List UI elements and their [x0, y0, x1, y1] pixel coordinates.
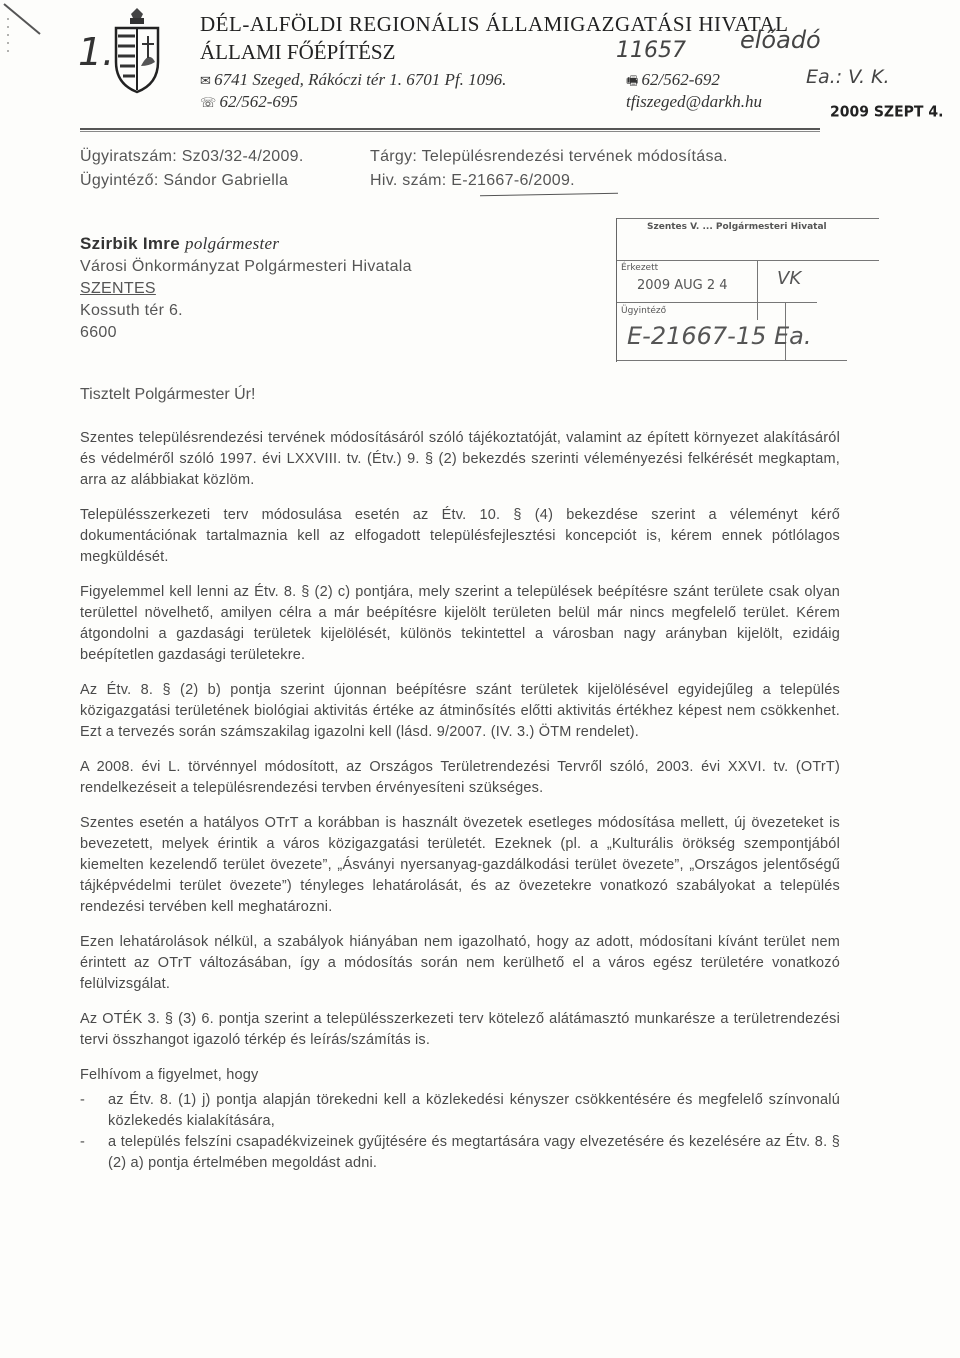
department-name: ÁLLAMI FŐÉPÍTÉSZ [200, 40, 396, 64]
fax-line: 🖷 62/562-692 [626, 70, 720, 89]
phone-line: ☏ 62/562-695 [200, 92, 298, 111]
org-name: DÉL-ALFÖLDI REGIONÁLIS ÁLLAMIGAZGATÁSI HIVATAL [200, 12, 789, 36]
paragraph-7: Ezen lehatárolások nélkül, a szabályok hiányában nem igazolható, hogy az adott, módosítani kívánt terület nem érintett az OTrT változásában, így a módosítás során nem kerülhető el a város egész területére vonatkozó felülvizsgálat. [80, 934, 840, 992]
received-stamp [616, 218, 879, 362]
handwritten-note: előadó [740, 26, 821, 54]
addressee-office: Városi Önkormányzat Polgármesteri Hivatala [80, 258, 412, 275]
reference-number: Hiv. szám: E-21667-6/2009. [370, 172, 575, 189]
subject-line: Tárgy: Településrendezési tervének módosítása. [370, 148, 728, 165]
stamp-handwritten-number: E-21667-15 Ea. [627, 322, 812, 350]
letter-body [80, 428, 840, 1174]
greeting: Tisztelt Polgármester Úr! [80, 386, 256, 403]
addressee-street: Kossuth tér 6. [80, 302, 183, 319]
stamp-date: 2009 AUG 2 4 [637, 278, 728, 293]
paragraph-6: Szentes esetén a hatályos OTrT a korábban is használt övezetek esetleges módosítása mellett, új övezeteket is bevezetett, melyek érintik a város közigazgatási területét. Ezeknek (pl. a „Kulturális örökség szempontjából kiemelten kezelendő terület övezete”, „Ásványi nyersanyag-gazdálkodási terület övezete”, „Országos jelentőségű tájképvédelmi terület övezete”) tényleges lehatárolását, és az övezetekre vonatkozó szabályokat a település rendezési tervében kell meghatározni. [80, 815, 840, 915]
paragraph-8: Az OTÉK 3. § (3) 6. pontja szerint a településszerkezeti terv kötelező alátámasztó munkarésze a területrendezési tervi összhangot igazoló térkép és leírás/számítás is. [80, 1011, 840, 1048]
email-line: tfiszeged@darkh.hu [626, 92, 763, 111]
paragraph-9: Felhívom a figyelmet, hogy [80, 1067, 259, 1083]
phone-icon: ☏ [200, 95, 220, 110]
paragraph-4: Az Étv. 8. § (2) b) pontja szerint újonnan beépítésre szánt területek kijelölésével egyidejűleg a település közigazgatási területének biológiai aktivitás értéke az átminősítés előtti aktivitás értékhez képest nem csökkenhet. Ezt a tervezés során számszakilag igazolni kell (lásd. 9/2007. (IV. 3.) ÖTM rendelet). [80, 682, 840, 740]
paragraph-3: Figyelemmel kell lenni az Étv. 8. § (2) c) pontjára, mely szerint a települések beépítésre szánt területe csak olyan területtel növelhető, amilyen célra a már beépítésre kijelölt területen belül már nincs megfelelő terület. Kérem átgondolni a gazdasági területek kijelölését, különös tekintettel a városban nagy arányban kijelölt, ezidáig beépítetlen gazdasági területekre. [80, 584, 840, 663]
stamp-label-received: Érkezett [621, 263, 659, 273]
case-number: Ügyiratszám: Sz03/32-4/2009. [80, 148, 304, 165]
paragraph-2: Településszerkezeti terv módosulása esetén az Étv. 10. § (4) bekezdése szerint a véleményt kérő dokumentációnak tartalmaznia kell az elfogadott településfejlesztési koncepciót is, kérem ennek pótlólagos megküldését. [80, 507, 840, 565]
addressee-name: Szirbik Imre polgármester [80, 234, 280, 253]
paragraph-1: Szentes településrendezési tervének módosításáról szóló tájékoztatóját, valamint az épített környezet alakításáról és védelméről szóló 1997. évi LXXVIII. tv. (Étv.) 9. § (2) bekezdés szerinti véleményezési felkérését megkaptam, arra az alábbiakat közlöm. [80, 430, 840, 488]
coat-of-arms-icon [108, 6, 166, 98]
margin-check-mark-icon [0, 0, 70, 90]
list-item: - a település felszíni csapadékvizeinek gyűjtésére és megtartására vagy elvezetésére és kezelésére az Étv. 8. § (2) a) pontja értelmében megoldást adni. [80, 1134, 840, 1171]
addressee-zip: 6600 [80, 324, 117, 341]
header-divider [80, 128, 820, 130]
addressee-city: SZENTES [80, 280, 156, 297]
stamp-header: Szentes V. ... Polgármesteri Hivatal [647, 222, 827, 232]
stamp-label-handler: Ügyintéző [621, 306, 667, 316]
case-handler: Ügyintéző: Sándor Gabriella [80, 172, 289, 189]
reference-underline [480, 193, 618, 196]
handwritten-initials: Ea.: V. K. [806, 66, 890, 88]
handwritten-ref: 11657 [616, 38, 686, 63]
date-stamp: 2009 SZEPT 4. [830, 103, 944, 121]
list-item: - az Étv. 8. (1) j) pontja alapján törekedni kell a közlekedési kényszer csökkentésére és megfelelő színvonalú közlekedés kialakítására, [80, 1092, 840, 1129]
header-divider-thin [80, 131, 820, 132]
fax-icon: 🖷 [626, 73, 642, 88]
address-line: ✉ 6741 Szeged, Rákóczi tér 1. 6701 Pf. 1096. [200, 70, 507, 89]
margin-number: 1. [78, 30, 115, 74]
paragraph-5: A 2008. évi L. törvénnyel módosított, az Országos Területrendezési Tervről szóló, 2003. évi XXVI. tv. (OTrT) rendelkezéseit a településrendezési tervben érvényesíteni szükséges. [80, 759, 840, 796]
mail-icon: ✉ [200, 73, 215, 88]
stamp-initials: VK [777, 268, 802, 289]
